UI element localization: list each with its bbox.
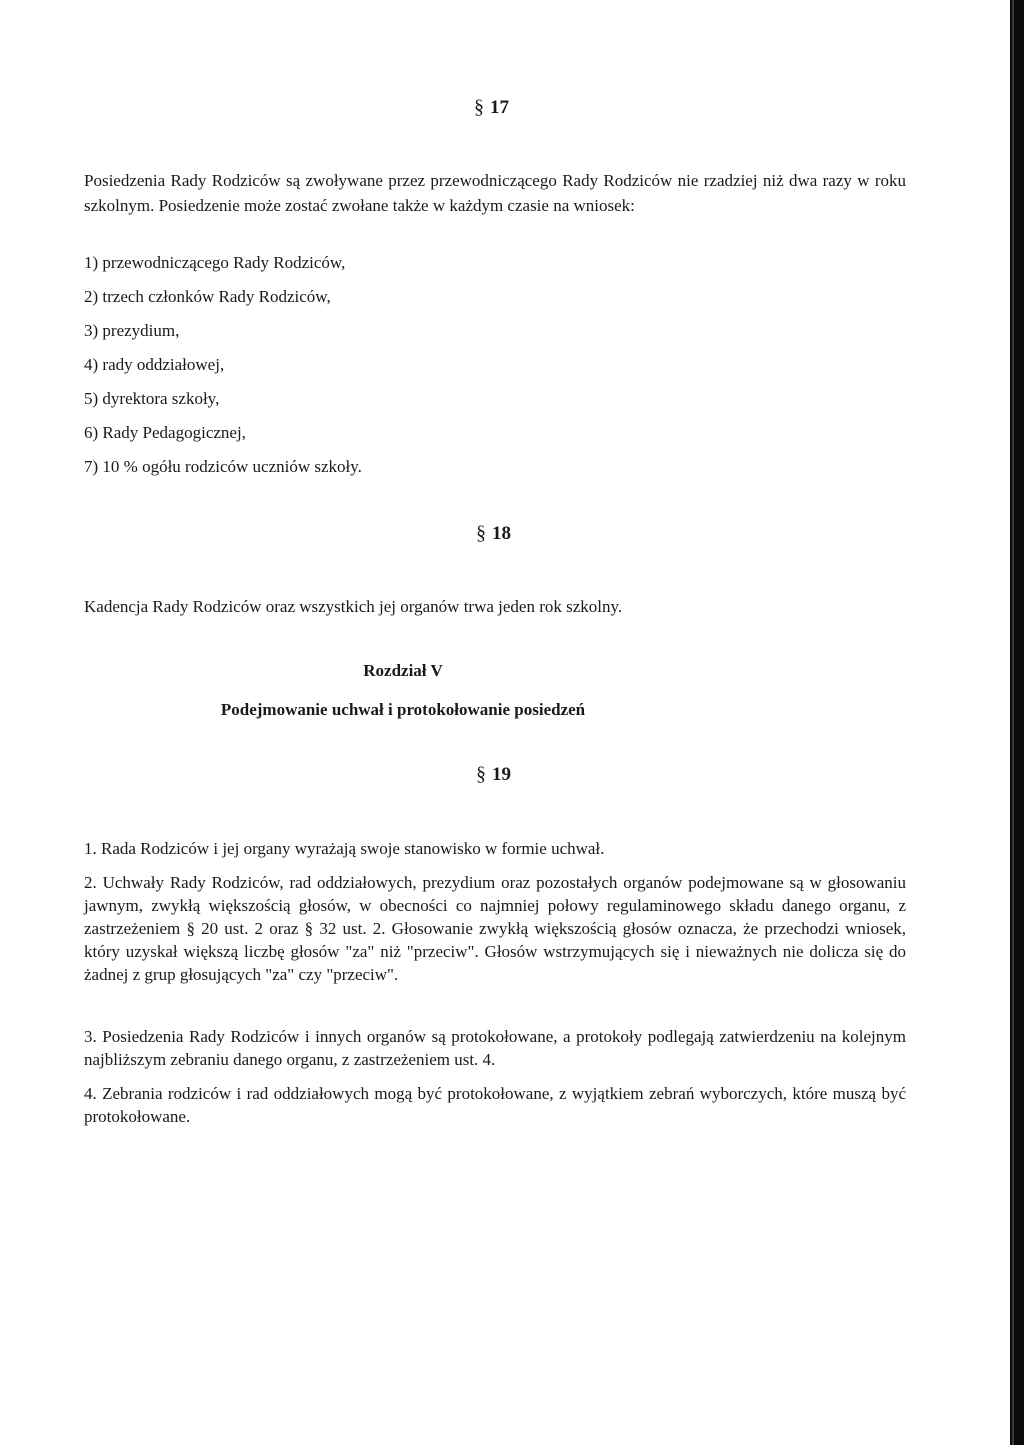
section-sign: § xyxy=(474,96,484,118)
section-19-item-3: 3. Posiedzenia Rady Rodziców i innych organów są protokołowane, a protokoły podlegają zatwierdzeniu na kolejnym najbliższym zebraniu danego organu, z zastrzeżeniem ust. 4. xyxy=(84,1027,906,1069)
list-item: 1) przewodniczącego Rady Rodziców, xyxy=(84,253,346,272)
section-sign: § xyxy=(476,522,486,544)
list-item: 2) trzech członków Rady Rodziców, xyxy=(84,287,331,306)
section-19-item-2: 2. Uchwały Rady Rodziców, rad oddziałowych, prezydium oraz pozostałych organów podejmowane są w głosowaniu jawnym, zwykłą większością głosów, w obecności co najmniej połowy regulaminowego składu danego organu, z zastrzeżeniem § 20 ust. 2 oraz § 32 ust. 2. Głosowanie zwykłą większością głosów oznacza, że przechodzi wniosek, który uzyskał większą liczbę głosów "za" niż "przeciw". Głosów wstrzymujących się i nieważnych nie dolicza się do żadnej z grup głosujących "za" czy "przeciw". xyxy=(84,873,906,984)
section-17-intro: Posiedzenia Rady Rodziców są zwoływane przez przewodniczącego Rady Rodziców nie rzadziej niż dwa razy w roku szkolnym. Posiedzenie może zostać zwołane także w każdym czasie na wniosek: xyxy=(84,171,906,215)
chapter-subtitle: Podejmowanie uchwał i protokołowanie posiedzeń xyxy=(220,700,586,719)
chapter-title: Rozdział V xyxy=(363,661,443,680)
list-item: 6) Rady Pedagogicznej, xyxy=(84,423,246,442)
section-number: 18 xyxy=(492,523,511,544)
section-number: 17 xyxy=(490,97,509,118)
section-18-heading xyxy=(476,522,511,545)
section-19-item-4: 4. Zebrania rodziców i rad oddziałowych mogą być protokołowane, z wyjątkiem zebrań wyborczych, które muszą być protokołowane. xyxy=(84,1084,906,1126)
section-number: 19 xyxy=(492,764,511,785)
section-sign: § xyxy=(476,763,486,785)
section-18-text: Kadencja Rady Rodziców oraz wszystkich jej organów trwa jeden rok szkolny. xyxy=(84,597,623,616)
list-item: 5) dyrektora szkoły, xyxy=(84,389,220,408)
section-19-heading xyxy=(476,763,511,786)
list-item: 7) 10 % ogółu rodziców uczniów szkoły. xyxy=(84,457,362,476)
list-item: 4) rady oddziałowej, xyxy=(84,355,225,374)
section-19-item-1: 1. Rada Rodziców i jej organy wyrażają swoje stanowisko w formie uchwał. xyxy=(84,839,605,858)
list-item: 3) prezydium, xyxy=(84,321,180,340)
section-17-heading xyxy=(474,96,509,119)
section-17-list xyxy=(84,253,906,491)
scan-edge-bar xyxy=(1010,0,1024,1445)
